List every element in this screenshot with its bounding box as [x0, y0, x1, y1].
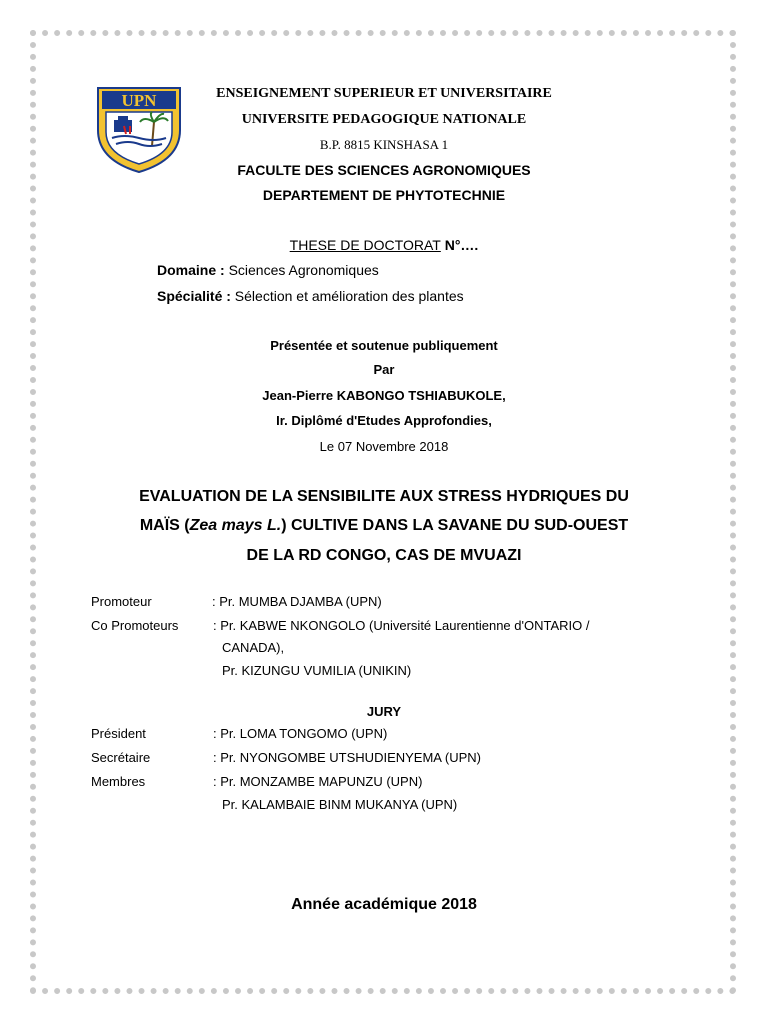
par-line: Par [373, 362, 395, 377]
header-address: B.P. 8815 KINSHASA 1 [319, 137, 449, 152]
logo-text: UPN [121, 91, 157, 110]
co-promoteur-value-1: : Pr. KABWE NKONGOLO (Université Laurentienne d'ONTARIO / [213, 618, 590, 633]
header-faculty: FACULTE DES SCIENCES AGRONOMIQUES [237, 162, 531, 178]
header-ministry: ENSEIGNEMENT SUPERIEUR ET UNIVERSITAIRE [216, 86, 552, 101]
domaine-label: Domaine : [157, 262, 225, 278]
jury-heading: JURY [366, 704, 402, 719]
defense-date: Le 07 Novembre 2018 [319, 439, 449, 454]
membres-label: Membres [91, 774, 146, 789]
title-line-1: EVALUATION DE LA SENSIBILITE AUX STRESS HYDRIQUES DU [139, 488, 629, 505]
specialite-label: Spécialité : [157, 288, 231, 304]
president-value: : Pr. LOMA TONGOMO (UPN) [213, 726, 388, 741]
secretaire-label: Secrétaire [91, 750, 151, 765]
thesis-type: THESE DE DOCTORAT [289, 237, 441, 253]
header-university: UNIVERSITE PEDAGOGIQUE NATIONALE [241, 112, 527, 127]
title-line-2-post: ) CULTIVE DANS LA SAVANE DU SUD-OUEST [281, 517, 629, 534]
domaine-value: Sciences Agronomiques [224, 262, 379, 278]
co-promoteurs-label: Co Promoteurs [91, 618, 179, 633]
presented-line: Présentée et soutenue publiquement [270, 338, 498, 353]
title-line-3: DE LA RD CONGO, CAS DE MVUAZI [246, 547, 522, 564]
thesis-number: N°…. [440, 237, 479, 253]
title-line-2 [0, 517, 768, 535]
header-department: DEPARTEMENT DE PHYTOTECHNIE [262, 187, 506, 203]
secretaire-value: : Pr. NYONGOMBE UTSHUDIENYEMA (UPN) [213, 750, 481, 765]
president-label: Président [91, 726, 146, 741]
specialite-value: Sélection et amélioration des plantes [230, 288, 464, 304]
thesis-line [0, 237, 768, 253]
promoteur-value: : Pr. MUMBA DJAMBA (UPN) [212, 594, 382, 609]
academic-year: Année académique 2018 [291, 896, 477, 913]
membres-value-2: Pr. KALAMBAIE BINM MUKANYA (UPN) [222, 797, 458, 812]
domaine-line [157, 262, 379, 278]
promoteur-label: Promoteur [91, 594, 152, 609]
specialite-line [157, 288, 464, 304]
membres-value-1: : Pr. MONZAMBE MAPUNZU (UPN) [213, 774, 423, 789]
author-name: Jean-Pierre KABONGO TSHIABUKOLE, [262, 388, 506, 403]
title-line-2-pre: MAÏS ( [139, 517, 190, 534]
co-promoteur-value-2: CANADA), [222, 640, 285, 655]
co-promoteur-value-3: Pr. KIZUNGU VUMILIA (UNIKIN) [222, 663, 412, 678]
title-species: Zea mays L. [189, 517, 282, 534]
author-degree: Ir. Diplômé d'Etudes Approfondies, [276, 413, 492, 428]
